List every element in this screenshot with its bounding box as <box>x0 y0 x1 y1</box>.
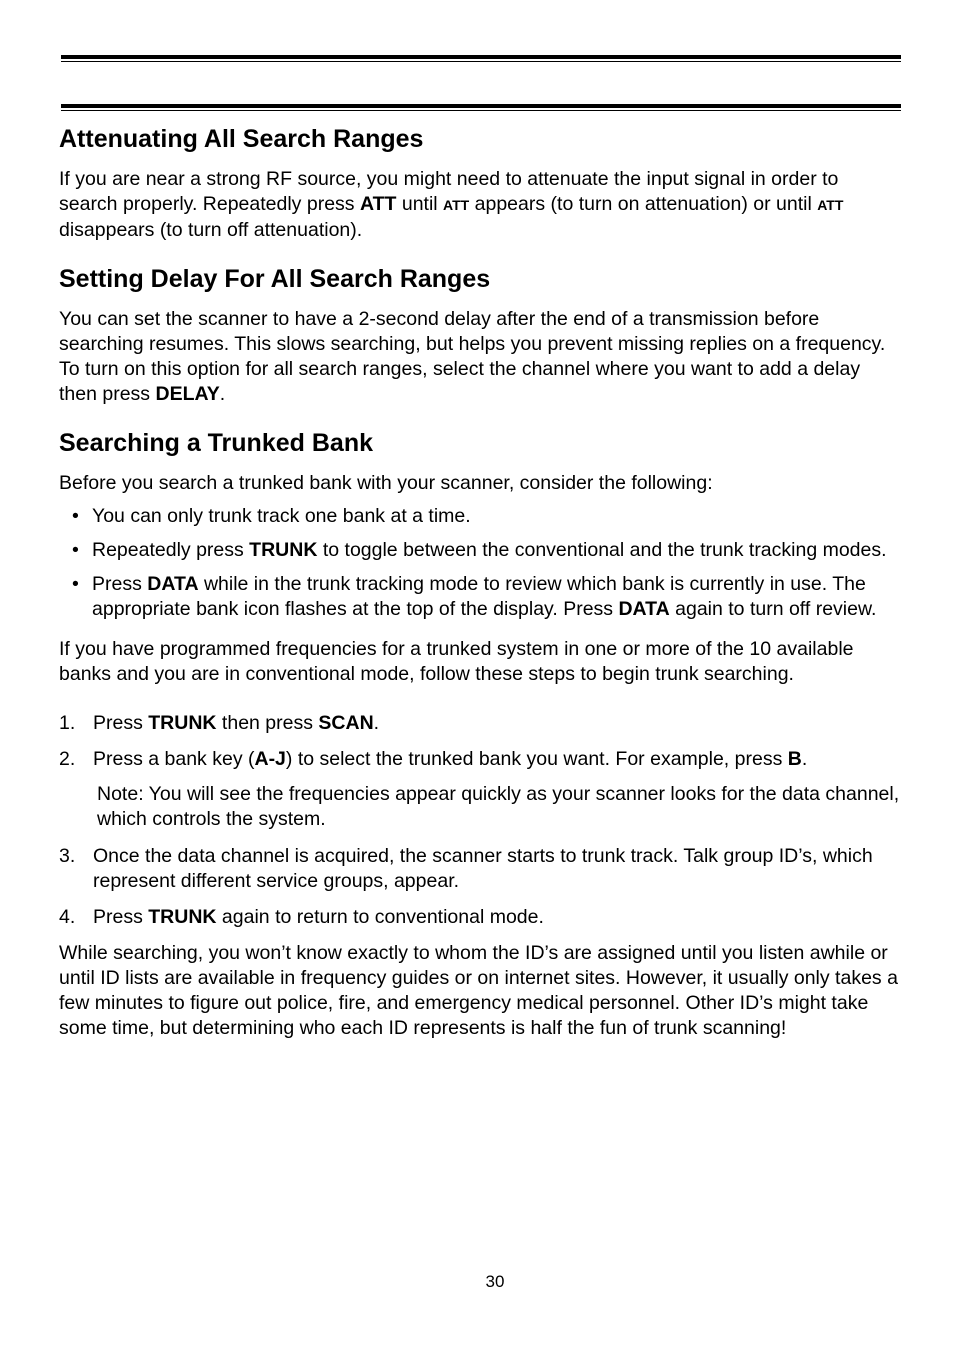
bullet-icon: • <box>72 505 79 527</box>
section-title-delay: Setting Delay For All Search Ranges <box>59 265 491 293</box>
key-trunk: TRUNK <box>148 906 217 928</box>
list-item <box>59 504 901 529</box>
key-att: ATT <box>359 193 397 215</box>
text: until <box>396 193 444 215</box>
key-a-j: A-J <box>254 748 286 770</box>
paragraph-trunk-intro: Before you search a trunked bank with your scanner, consider the following: <box>59 472 713 494</box>
text: again to return to conventional mode. <box>216 906 544 928</box>
consideration-list <box>59 504 901 622</box>
text: You can set the scanner to have a 2-second delay after the end of a transmission before searching resumes. This slows searching, but helps you prevent missing replies on a frequency. To turn on this option for all search ranges, select the channel where you want to add a delay then press <box>59 308 886 405</box>
header-rule-bottom <box>61 104 901 111</box>
step-item <box>59 905 901 930</box>
key-data: DATA <box>618 598 670 620</box>
text: Press <box>93 712 149 734</box>
text: Once the data channel is acquired, the scanner starts to trunk track. Talk group ID’s, which represent different service groups, appear. <box>93 845 873 892</box>
steps-list <box>59 711 901 772</box>
key-trunk: TRUNK <box>148 712 217 734</box>
text: If you are near a strong RF source, you might need to attenuate the input signal in order to search properly. Repeatedly press <box>59 168 839 215</box>
text: . <box>801 748 808 770</box>
paragraph-delay <box>59 307 901 407</box>
text: disappears (to turn off attenuation). <box>59 219 363 241</box>
header-rule-top <box>61 55 901 62</box>
text: You can only trunk track one bank at a time. <box>92 505 471 527</box>
section-title-attenuate: Attenuating All Search Ranges <box>59 125 424 153</box>
text: . <box>219 383 226 405</box>
step-item <box>59 711 901 736</box>
text: to toggle between the conventional and the trunk tracking modes. <box>317 539 887 561</box>
section-attenuate <box>59 123 901 243</box>
section-title-trunk: Searching a Trunked Bank <box>59 429 373 457</box>
text: again to turn off review. <box>669 598 877 620</box>
list-item <box>59 538 901 563</box>
bullet-icon: • <box>72 539 79 561</box>
text: Press <box>93 906 149 928</box>
paragraph-attenuate <box>59 167 901 243</box>
step-item <box>59 844 901 894</box>
paragraph-trunk-steps-intro: If you have programmed frequencies for a trunked system in one or more of the 10 available banks and you are in conventional mode, follow these steps to begin trunk searching. <box>59 638 854 685</box>
step-number: 3. <box>59 845 76 867</box>
display-indicator-att: ATT <box>817 197 844 213</box>
list-item <box>59 572 901 622</box>
text: then press <box>216 712 319 734</box>
step-number: 4. <box>59 906 76 928</box>
section-trunk <box>59 427 901 1041</box>
step-number: 1. <box>59 712 76 734</box>
step-number: 2. <box>59 748 76 770</box>
note-text: Note: You will see the frequencies appear quickly as your scanner looks for the data channel, which controls the system. <box>97 783 900 830</box>
steps-list-continued <box>59 844 901 930</box>
bullet-icon: • <box>72 573 79 595</box>
text: ) to select the trunked bank you want. For example, press <box>285 748 788 770</box>
text: Repeatedly press <box>92 539 250 561</box>
text: while in the trunk tracking mode to review which bank is currently in use. The appropriate bank icon flashes at the top of the display. Press <box>92 573 866 620</box>
page-content <box>59 123 901 1061</box>
key-data: DATA <box>147 573 199 595</box>
text: Press <box>92 573 148 595</box>
step-item <box>59 747 901 772</box>
text: appears (to turn on attenuation) or until <box>469 193 818 215</box>
key-trunk: TRUNK <box>249 539 318 561</box>
text: . <box>373 712 380 734</box>
page-number: 30 <box>485 1272 505 1291</box>
key-scan: SCAN <box>318 712 374 734</box>
key-b: B <box>787 748 802 770</box>
paragraph-closing: While searching, you won’t know exactly to whom the ID’s are assigned until you listen awhile or until ID lists are available in frequency guides or on internet sites. However, it usually only takes a few minutes to figure out police, fire, and emergency medical personnel. Other ID’s might take some time, but determining who each ID represents is half the fun of trunk scanning! <box>59 942 898 1039</box>
section-delay <box>59 263 901 407</box>
display-indicator-att: ATT <box>443 197 470 213</box>
text: Press a bank key ( <box>93 748 255 770</box>
key-delay: DELAY <box>155 383 220 405</box>
